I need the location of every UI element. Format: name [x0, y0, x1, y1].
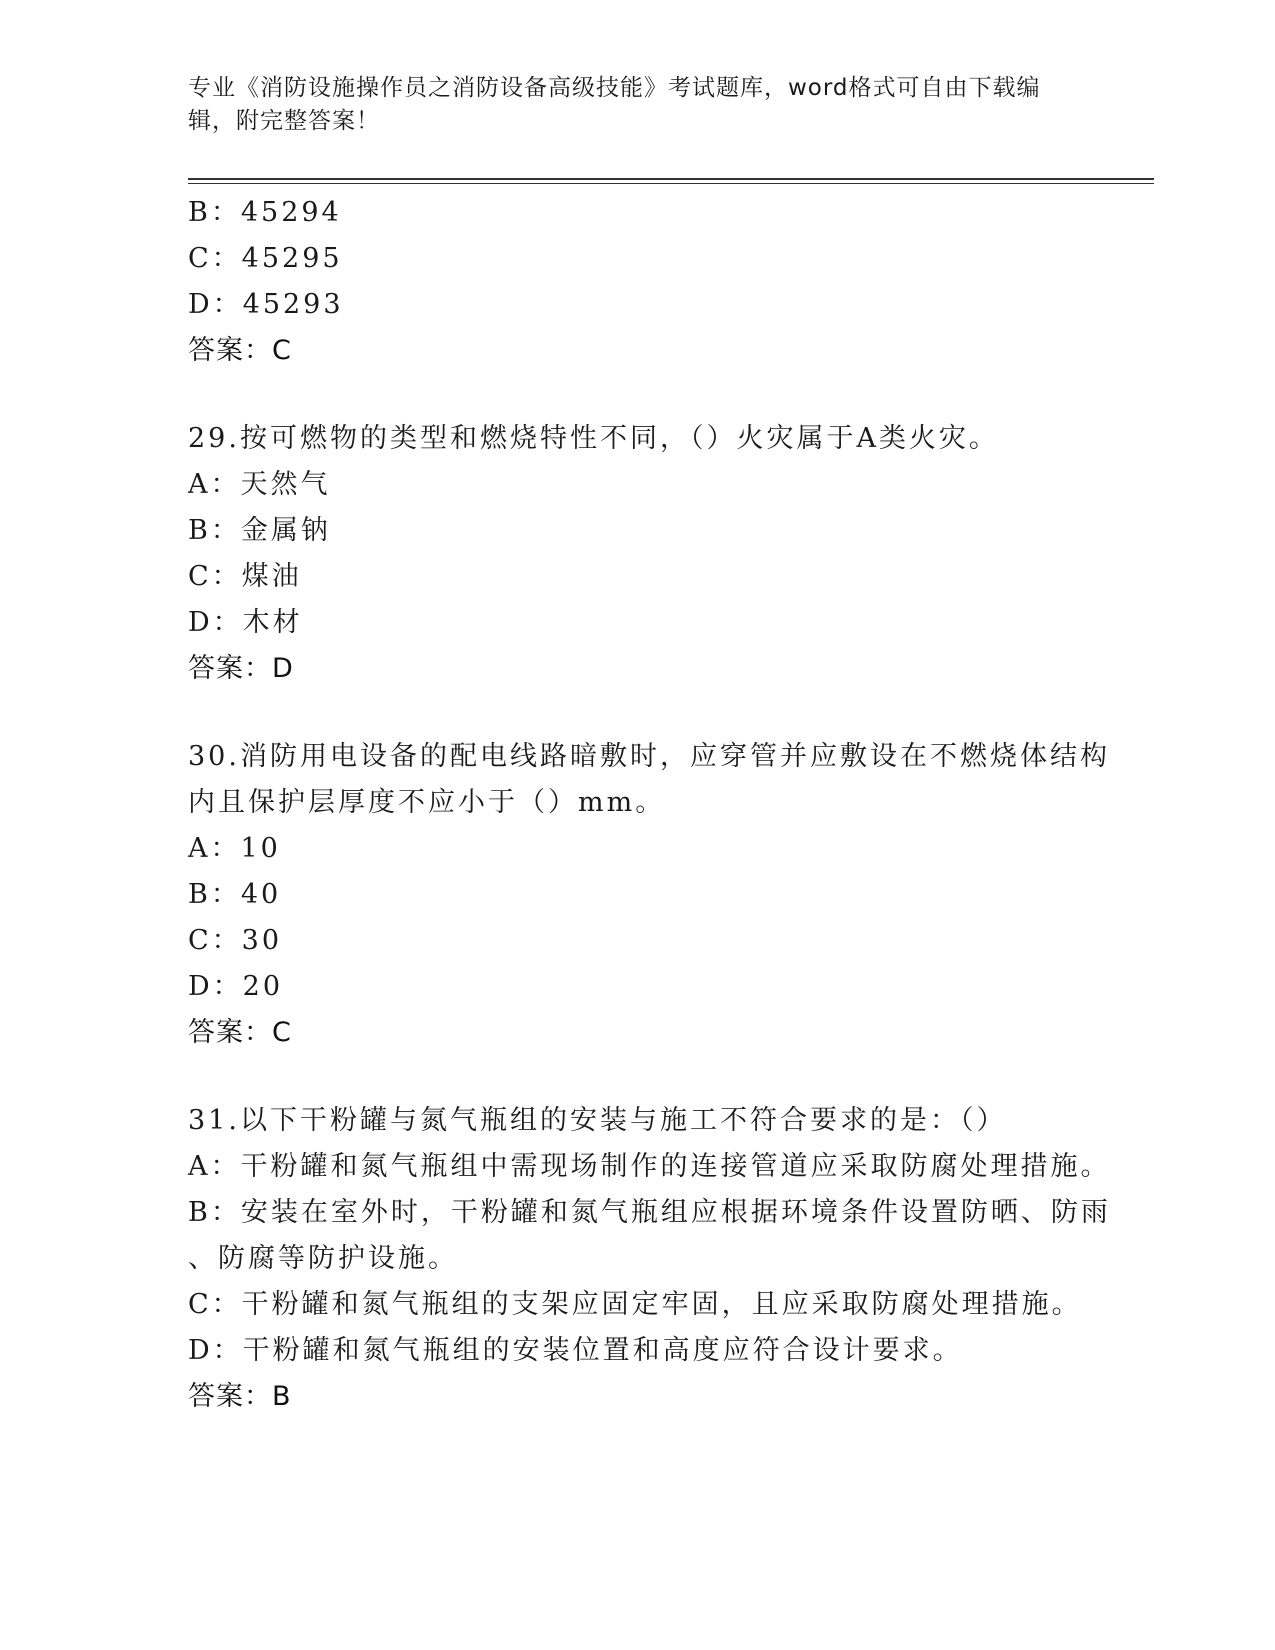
option-c: C：45295 [188, 243, 343, 274]
question-list [188, 190, 1111, 1420]
option-d: D：20 [188, 971, 284, 1002]
option-d: D：45293 [188, 289, 344, 320]
header-line-2: 辑，附完整答案！ [188, 108, 380, 134]
option-b-continued: 、防腐等防护设施。 [188, 1243, 458, 1274]
option-d: D：干粉罐和氮气瓶组的安装位置和高度应符合设计要求。 [188, 1335, 963, 1366]
option-a: A：10 [188, 833, 281, 864]
header-divider-thick [188, 178, 1154, 180]
answer-line: 答案：C [188, 1017, 292, 1048]
header-divider-thin [188, 183, 1154, 184]
option-a: A：干粉罐和氮气瓶组中需现场制作的连接管道应采取防腐处理措施。 [188, 1151, 1111, 1182]
question-29 [188, 416, 1088, 692]
answer-line: 答案：D [188, 653, 294, 684]
answer-line: 答案：C [188, 335, 292, 366]
option-c: C：干粉罐和氮气瓶组的支架应固定牢固，且应采取防腐处理措施。 [188, 1289, 1082, 1320]
option-b: B：安装在室外时，干粉罐和氮气瓶组应根据环境条件设置防晒、防雨 [188, 1197, 1111, 1228]
option-c: C：煤油 [188, 561, 302, 592]
answer-line: 答案：B [188, 1381, 292, 1412]
question-31 [188, 1098, 1111, 1420]
question-30 [188, 734, 1110, 1056]
option-a: A：天然气 [188, 469, 331, 500]
question-stem: 29.按可燃物的类型和燃烧特性不同，（）火灾属于A类火灾。 [188, 423, 999, 454]
question-stem-line-2: 内且保护层厚度不应小于（）mm。 [188, 787, 666, 818]
question-28-partial [188, 190, 1088, 374]
option-b: B：金属钠 [188, 515, 331, 546]
document-header [188, 72, 1068, 138]
option-b: B：40 [188, 879, 282, 910]
option-d: D：木材 [188, 607, 303, 638]
header-line-1: 专业《消防设施操作员之消防设备高级技能》考试题库，word格式可自由下载编 [188, 75, 1041, 101]
question-stem-line-1: 30.消防用电设备的配电线路暗敷时，应穿管并应敷设在不燃烧体结构 [188, 741, 1110, 772]
option-c: C：30 [188, 925, 283, 956]
option-b: B：45294 [188, 197, 342, 228]
question-stem: 31.以下干粉罐与氮气瓶组的安装与施工不符合要求的是：（） [188, 1105, 1007, 1136]
